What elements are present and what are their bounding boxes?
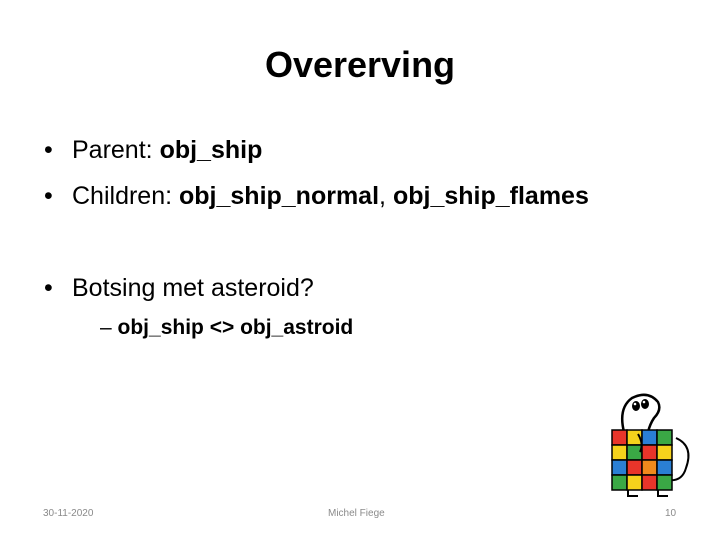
footer-page-number: 10: [665, 508, 677, 519]
bullet-dot: •: [44, 136, 53, 164]
sub-bullet-dash: –: [100, 316, 112, 339]
sub-bullet-text: obj_ship <> obj_astroid: [117, 316, 354, 339]
bullet-label: Parent:: [72, 136, 160, 164]
bullet-value-2: obj_ship_flames: [392, 182, 589, 210]
bullet-label: Children:: [72, 182, 179, 210]
bullet-value: obj_ship_normal: [179, 182, 380, 210]
slide-title: Overerving: [264, 44, 456, 85]
footer-author: Michel Fiege: [328, 508, 385, 519]
bullet-dot: •: [44, 274, 53, 302]
rubiks-cube-dinosaur-icon: [598, 388, 702, 500]
bullet-children: [44, 182, 589, 211]
sub-bullet: [100, 316, 353, 340]
bullet-value: obj_ship: [159, 136, 263, 164]
bullet-collision: [44, 274, 314, 303]
footer-date: 30-11-2020: [43, 508, 94, 519]
bullet-parent: [44, 136, 262, 165]
bullet-label: Botsing met asteroid?: [72, 274, 314, 302]
bullet-dot: •: [44, 182, 53, 210]
bullet-separator: ,: [379, 182, 393, 210]
